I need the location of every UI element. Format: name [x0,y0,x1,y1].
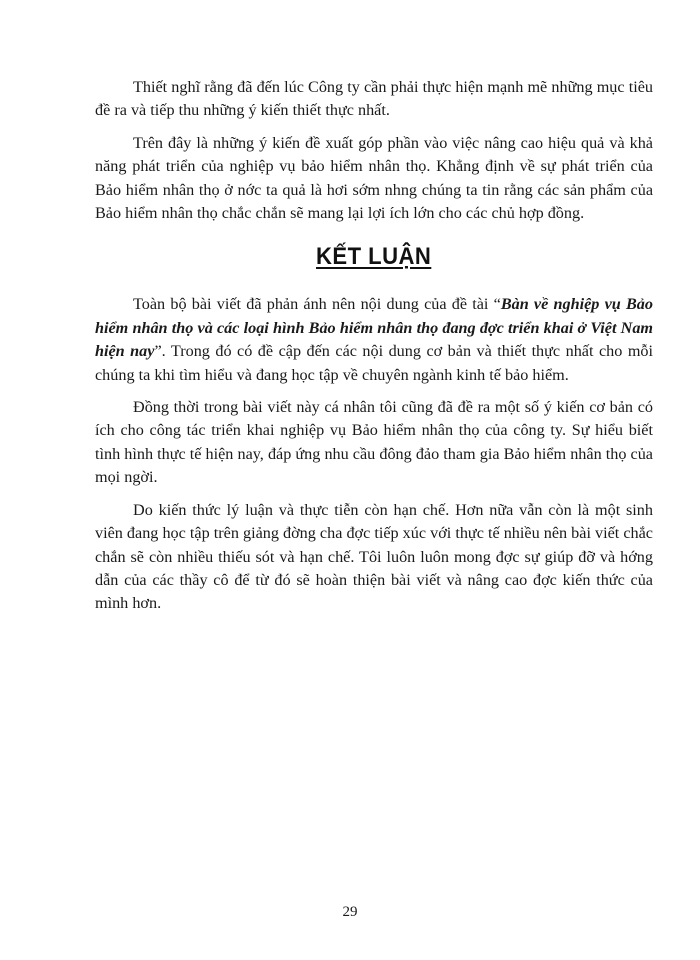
conclusion-intro-text: Toàn bộ bài viết đã phản ánh nên nội dung của đề tài “ [133,295,501,314]
conclusion-heading [95,243,653,271]
paragraph-limitations: Do kiến thức lý luận và thực tiễn còn hạn chế. Hơn nữa vẫn còn là một sinh viên đang học tập trên giảng đờng cha đợc tiếp xúc với thực tế nhiều nên bài viết chắc chắn sẽ còn nhiều thiếu sót và hạn chế. Tôi luôn luôn mong đợc sự giúp đỡ và hớng dẫn của các thầy cô để từ đó sẽ hoàn thiện bài viết và nâng cao đợc kiến thức của mình hơn. [95,500,653,613]
paragraph-conclusion-summary [95,293,653,387]
paragraph-proposals: Trên đây là những ý kiến đề xuất góp phần vào việc nâng cao hiệu quả và khả năng phát triển của nghiệp vụ bảo hiểm nhân thọ. Khẳng định về sự phát triển của Bảo hiểm nhân thọ ở nớc ta quả là hơi sớm nhng chúng ta tin rằng các sản phẩm của Bảo hiểm nhân thọ chắc chắn sẽ mang lại lợi ích lớn cho các chủ hợp đồng. [95,133,653,223]
conclusion-heading-text: KẾT LUẬN [316,243,432,271]
page-number: 29 [342,904,358,920]
page-content [95,76,653,625]
topic-title: Bàn về nghiệp vụ Bảo hiểm nhân thọ và các loại hình Bảo hiểm nhân thọ đang đợc triển khai ở Việt Nam hiện nay [95,295,653,361]
conclusion-rest-text: ”. Trong đó có đề cập đến các nội dung cơ bản và thiết thực nhất cho mỗi chúng ta khi tìm hiểu và đang học tập về chuyên ngành kinh tế bảo hiểm. [95,342,653,384]
paragraph-implementation: Thiết nghĩ rằng đã đến lúc Công ty cần phải thực hiện mạnh mẽ những mục tiêu đề ra và tiếp thu những ý kiến thiết thực nhất. [95,78,653,120]
paragraph-contributions: Đồng thời trong bài viết này cá nhân tôi cũng đã đề ra một số ý kiến cơ bản có ích cho công tác triển khai nghiệp vụ Bảo hiểm nhân thọ của công ty. Sự hiểu biết tình hình thực tế hiện nay, đáp ứng nhu cầu đông đảo tham gia Bảo hiểm nhân thọ của mọi ngời. [95,398,653,487]
